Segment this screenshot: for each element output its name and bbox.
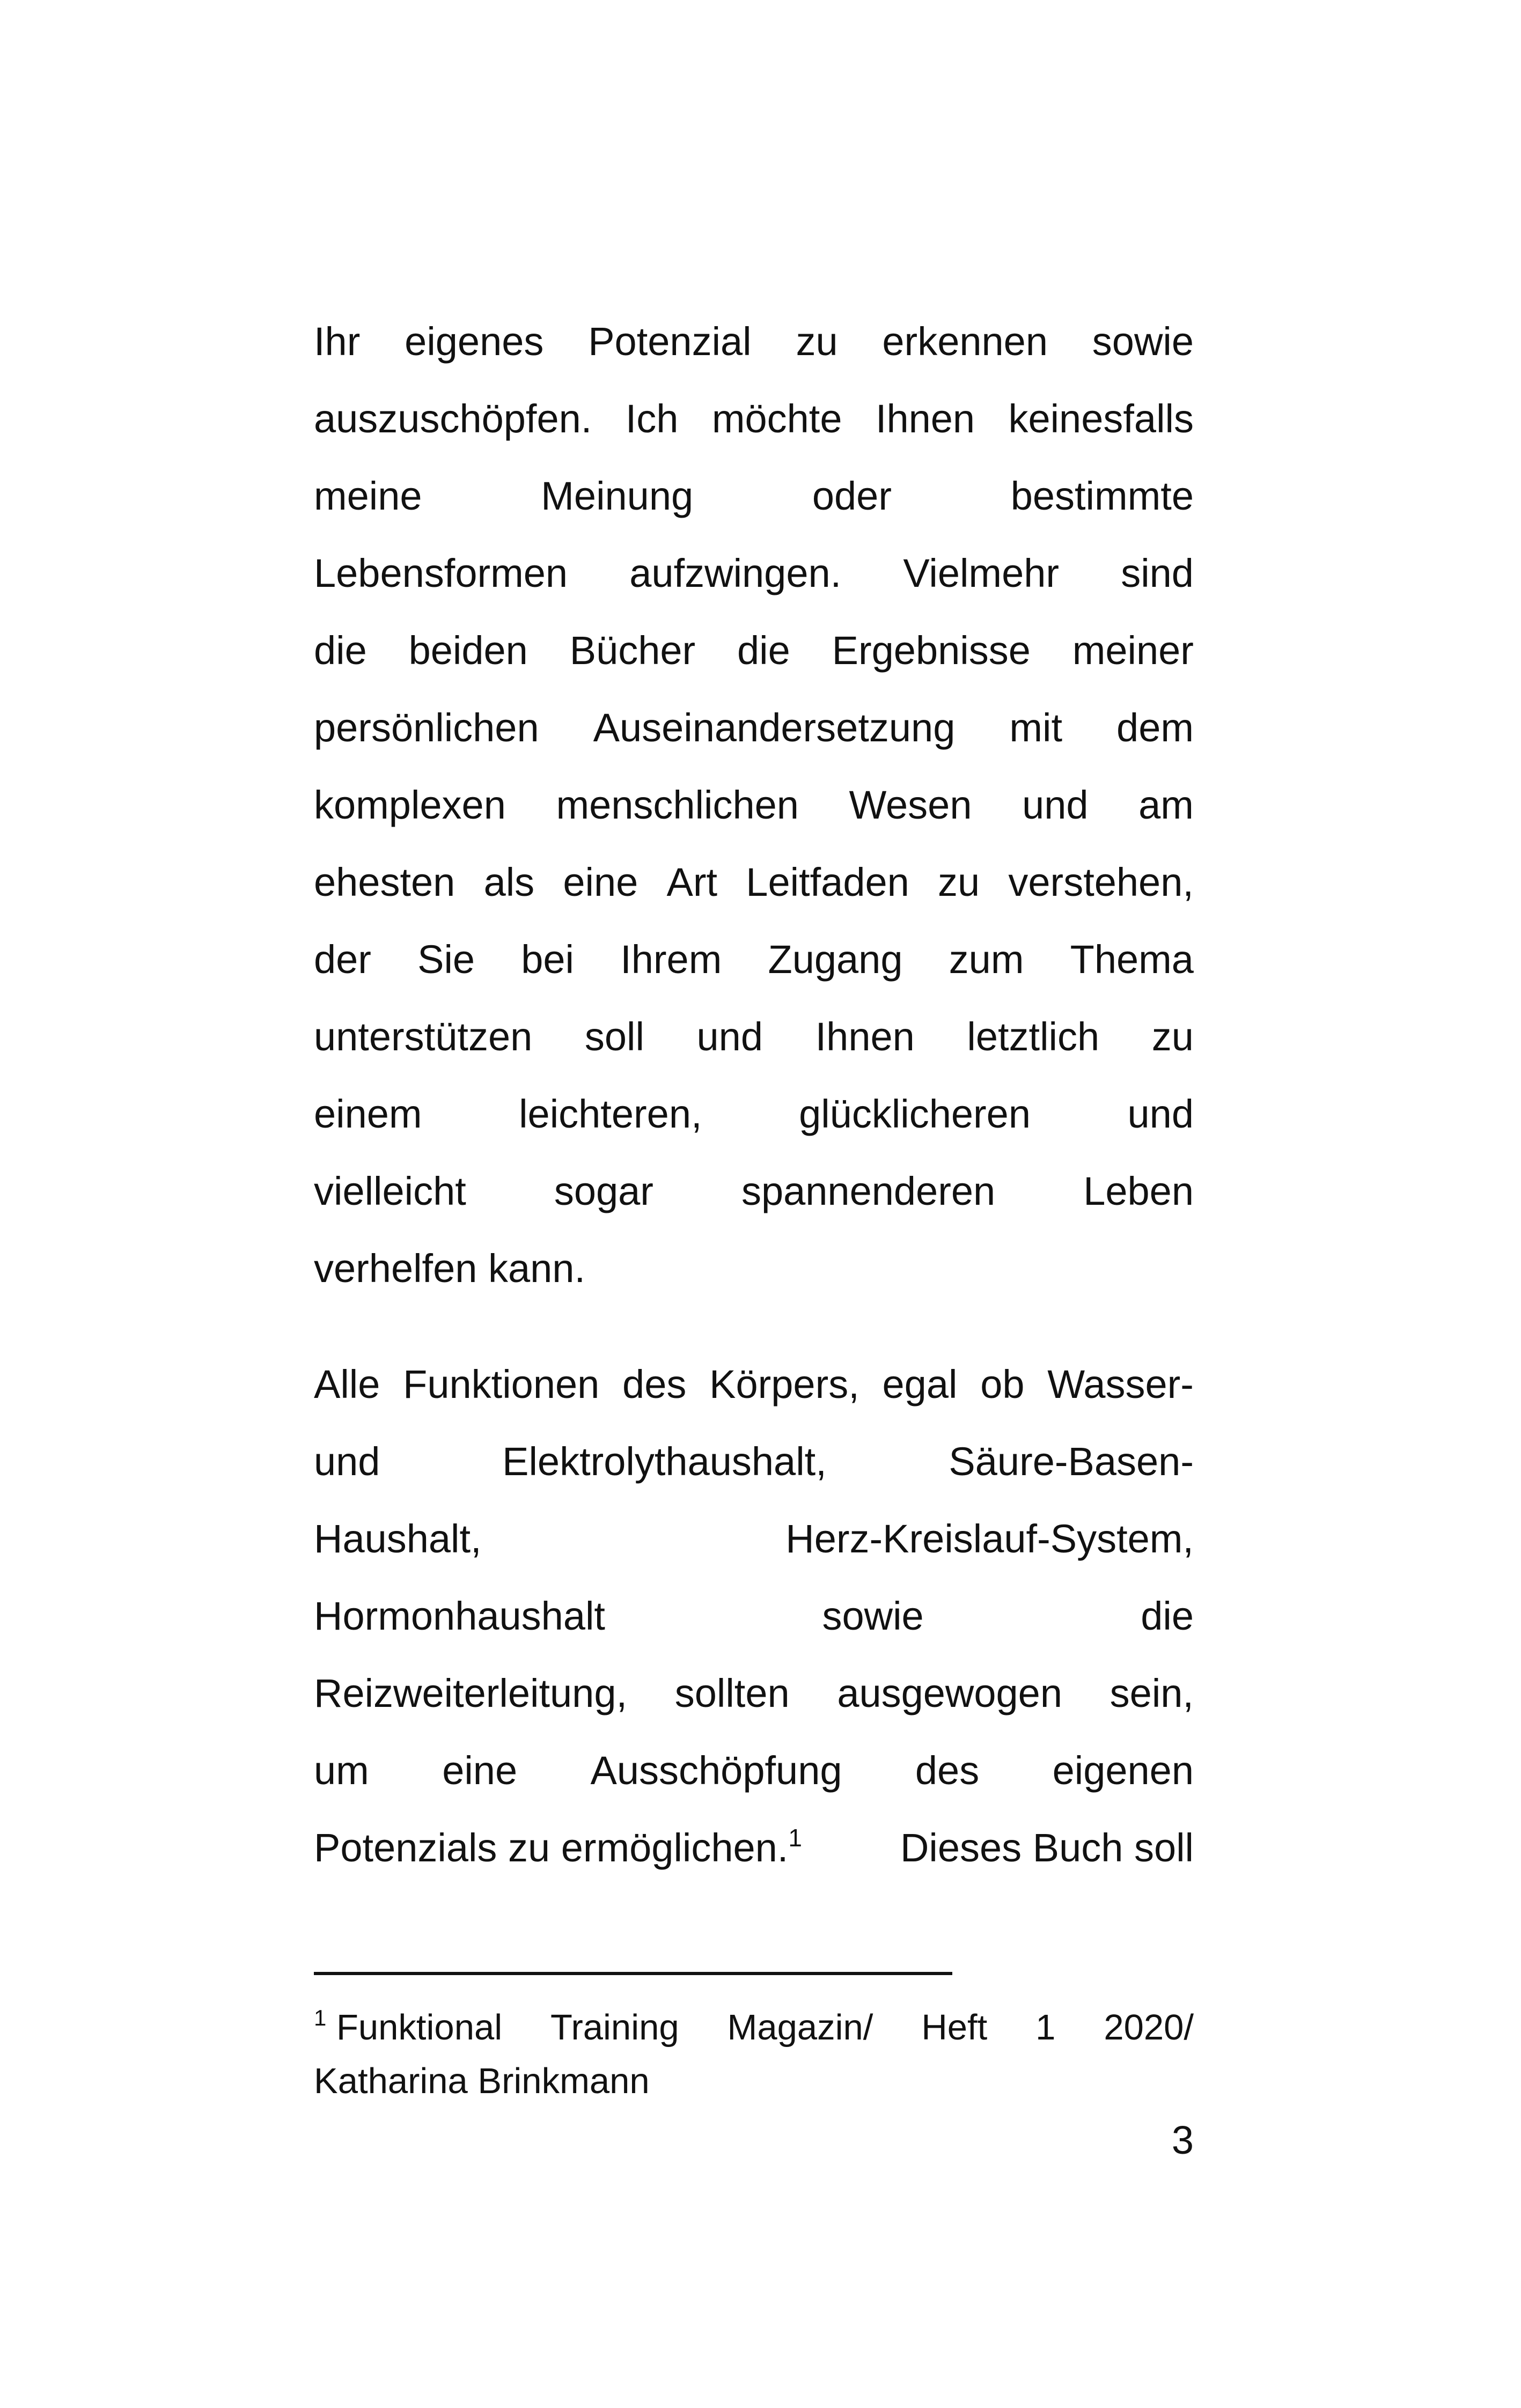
word: Alle bbox=[314, 1362, 380, 1406]
word: möchte bbox=[711, 396, 842, 441]
footnote-line-2 bbox=[314, 2054, 1194, 2108]
word: Bücher bbox=[569, 628, 696, 673]
word: eigenes bbox=[405, 319, 544, 364]
text-line bbox=[314, 689, 1194, 767]
word: Lebensformen bbox=[314, 551, 568, 595]
word: mit bbox=[1009, 705, 1063, 750]
text-line bbox=[314, 303, 1194, 380]
word: Ihnen bbox=[875, 396, 975, 441]
paragraph-1 bbox=[314, 303, 1194, 1230]
word: bei bbox=[521, 937, 575, 982]
text-line bbox=[314, 998, 1194, 1076]
word: 1 bbox=[1035, 2007, 1056, 2048]
word: beiden bbox=[408, 628, 528, 673]
text-line bbox=[314, 380, 1194, 458]
word: unterstützen bbox=[314, 1014, 533, 1059]
word: oder bbox=[812, 474, 892, 518]
word: sollten bbox=[674, 1671, 790, 1715]
word: menschlichen bbox=[556, 783, 799, 827]
text-line bbox=[314, 844, 1194, 921]
word: spannenderen bbox=[741, 1169, 996, 1213]
word: Ergebnisse bbox=[832, 628, 1031, 673]
word: und bbox=[1127, 1092, 1194, 1136]
word: 2020/ bbox=[1104, 2007, 1194, 2048]
word: verstehen, bbox=[1008, 860, 1194, 904]
text-line bbox=[314, 1346, 1194, 1423]
word: meine bbox=[314, 474, 422, 518]
footnote-author: Katharina Brinkmann bbox=[314, 2061, 650, 2101]
word: Leben bbox=[1083, 1169, 1194, 1213]
text-line bbox=[314, 535, 1194, 612]
text-line bbox=[314, 1153, 1194, 1230]
paragraph-2 bbox=[314, 1346, 1194, 1809]
word: Auseinandersetzung bbox=[593, 705, 956, 750]
word: einem bbox=[314, 1092, 422, 1136]
word: Wesen bbox=[849, 783, 972, 827]
text-line bbox=[314, 458, 1194, 535]
word: ehesten bbox=[314, 860, 455, 904]
word: keinesfalls bbox=[1008, 396, 1194, 441]
word: die bbox=[737, 628, 790, 673]
word: Training bbox=[550, 2007, 679, 2048]
text-after-footnote: Dieses Buch soll bbox=[900, 1825, 1194, 1870]
text-line bbox=[314, 1732, 1194, 1809]
word: zu bbox=[938, 860, 980, 904]
text-line bbox=[314, 1423, 1194, 1500]
word: Elektrolythaushalt, bbox=[502, 1439, 827, 1484]
word: Thema bbox=[1070, 937, 1194, 982]
word: eine bbox=[442, 1748, 518, 1793]
word: Funktional bbox=[336, 2007, 503, 2048]
word: komplexen bbox=[314, 783, 506, 827]
word: Magazin/ bbox=[727, 2007, 873, 2048]
paragraph-1-last-line bbox=[314, 1230, 1194, 1307]
word: und bbox=[1022, 783, 1089, 827]
word: Ihr bbox=[314, 319, 361, 364]
word: Hormonhaushalt bbox=[314, 1594, 605, 1638]
footnote bbox=[314, 2001, 1194, 2108]
text-line bbox=[314, 612, 1194, 689]
word: bestimmte bbox=[1010, 474, 1194, 518]
word: meiner bbox=[1072, 628, 1194, 673]
word: soll bbox=[584, 1014, 644, 1059]
word: Sie bbox=[417, 937, 475, 982]
page-number: 3 bbox=[1171, 2118, 1194, 2162]
word: und bbox=[314, 1439, 380, 1484]
word: Ausschöpfung bbox=[590, 1748, 842, 1793]
text-line bbox=[314, 1655, 1194, 1732]
word: Säure-Basen- bbox=[949, 1439, 1194, 1484]
footnote-separator bbox=[314, 1972, 952, 1975]
word: Wasser- bbox=[1047, 1362, 1194, 1406]
word: vielleicht bbox=[314, 1169, 466, 1213]
word: Leitfaden bbox=[746, 860, 909, 904]
text-line: verhelfen kann. bbox=[314, 1246, 586, 1291]
word: Reizweiterleitung, bbox=[314, 1671, 628, 1715]
word: Ihnen bbox=[815, 1014, 915, 1059]
word: Körpers, bbox=[709, 1362, 859, 1406]
text-line bbox=[314, 1500, 1194, 1578]
word: Heft bbox=[921, 2007, 988, 2048]
word: Herz-Kreislauf-System, bbox=[785, 1516, 1194, 1561]
text-line-segment bbox=[314, 1809, 802, 1887]
word: am bbox=[1138, 783, 1194, 827]
word: und bbox=[696, 1014, 763, 1059]
word: die bbox=[314, 628, 367, 673]
word: auszuschöpfen. bbox=[314, 396, 592, 441]
word: leichteren, bbox=[519, 1092, 702, 1136]
word: des bbox=[622, 1362, 687, 1406]
text-line bbox=[314, 1578, 1194, 1655]
word: zum bbox=[949, 937, 1024, 982]
text-before-footnote: Potenzials zu ermöglichen. bbox=[314, 1825, 789, 1870]
word: um bbox=[314, 1748, 369, 1793]
text-line bbox=[314, 1076, 1194, 1153]
word: Ihrem bbox=[620, 937, 722, 982]
text-line bbox=[314, 921, 1194, 998]
word: Haushalt, bbox=[314, 1516, 482, 1561]
word: Vielmehr bbox=[903, 551, 1060, 595]
word: egal bbox=[882, 1362, 958, 1406]
word: sowie bbox=[1092, 319, 1194, 364]
paragraph-2-last-line bbox=[314, 1809, 1194, 1887]
word: persönlichen bbox=[314, 705, 539, 750]
word: die bbox=[1141, 1594, 1194, 1638]
word: sind bbox=[1121, 551, 1194, 595]
word: der bbox=[314, 937, 371, 982]
word: erkennen bbox=[882, 319, 1048, 364]
main-text bbox=[314, 303, 1194, 1887]
word: eigenen bbox=[1052, 1748, 1194, 1793]
word: glücklicheren bbox=[799, 1092, 1031, 1136]
footnote-line-1 bbox=[314, 2001, 1194, 2054]
word: letztlich bbox=[967, 1014, 1100, 1059]
word: dem bbox=[1116, 705, 1194, 750]
word: aufzwingen. bbox=[629, 551, 842, 595]
word: Potenzial bbox=[588, 319, 752, 364]
footnote-marker: 1 bbox=[314, 2005, 327, 2030]
word: ob bbox=[980, 1362, 1025, 1406]
word: als bbox=[483, 860, 535, 904]
word: sogar bbox=[554, 1169, 653, 1213]
word: sowie bbox=[822, 1594, 924, 1638]
word: zu bbox=[1151, 1014, 1194, 1059]
footnote-first-word bbox=[314, 2001, 502, 2054]
word: Meinung bbox=[541, 474, 694, 518]
word: des bbox=[915, 1748, 980, 1793]
word: eine bbox=[563, 860, 638, 904]
word: zu bbox=[796, 319, 838, 364]
word: Art bbox=[666, 860, 718, 904]
text-line bbox=[314, 767, 1194, 844]
paragraph-gap bbox=[314, 1307, 1194, 1346]
footnote-reference[interactable]: 1 bbox=[788, 1824, 802, 1852]
word: Ich bbox=[625, 396, 679, 441]
word: Funktionen bbox=[403, 1362, 600, 1406]
word: Zugang bbox=[768, 937, 903, 982]
word: sein, bbox=[1109, 1671, 1194, 1715]
word: ausgewogen bbox=[837, 1671, 1062, 1715]
